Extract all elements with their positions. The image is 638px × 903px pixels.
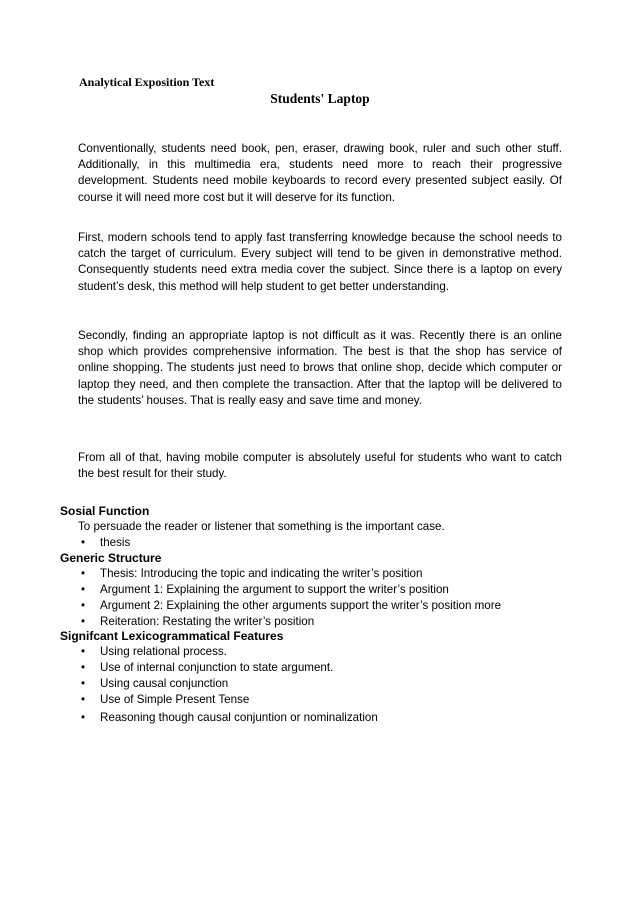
paragraph-reiteration: From all of that, having mobile computer is absolutely useful for students who want to catch the best result for their study. [78,451,562,481]
list-item: • Use of Simple Present Tense [78,692,378,708]
list-item: • thesis [78,535,130,551]
bullet-icon: • [81,583,86,597]
list-item: • Using relational process. [78,644,378,660]
paragraph-argument-1: First, modern schools tend to apply fast transferring knowledge because the school needs to catch the target of curriculum. Every subject will tend to be given in demonstrative method. Consequently students need extra media cover the subject. Since there is a laptop on every student’s desk, this method will help student to get better understanding. [78,231,562,293]
list-item: • Reasoning though causal conjuntion or nominalization [78,710,378,726]
list-item: • Thesis: Introducing the topic and indicating the writer’s position [78,566,501,582]
document-title: Students' Laptop [270,91,370,106]
list-item: • Using causal conjunction [78,676,378,692]
bullet-icon: • [81,615,86,629]
bullet-icon: • [81,677,86,691]
bullet-icon: • [81,645,86,658]
heading-lexicogrammatical-features: Signifcant Lexicogrammatical Features [60,629,284,643]
bullet-icon: • [81,567,86,580]
list-item: • Argument 1: Explaining the argument to support the writer’s position [78,582,501,598]
list-item: • Use of internal conjunction to state argument. [78,660,378,676]
list-item: • Reiteration: Restating the writer’s position [78,614,501,630]
paragraph-argument-2: Secondly, finding an appropriate laptop is not difficult as it was. Recently there is an online shop which provides comprehensive information. The best is that the shop has service of online shopping. The students just need to brows that online shop, decide which computer or laptop they need, and then complete the transaction. After that the laptop will be delivered to the students’ houses. That is really easy and save time and money. [78,329,562,407]
paragraph-thesis: Conventionally, students need book, pen, eraser, drawing book, ruler and such other stuff. Additionally, in this multimedia era, students need more to reach their progressive development. Students need mobile keyboards to record every presented subject easily. Of course it will need more cost but it will deserve for its function. [78,142,562,204]
heading-social-function: Sosial Function [60,504,150,518]
bullet-icon: • [81,599,86,613]
social-function-list [78,535,130,551]
social-function-text: To persuade the reader or listener that something is the important case. [78,520,445,533]
heading-generic-structure: Generic Structure [60,551,162,565]
list-item: • Argument 2: Explaining the other arguments support the writer’s position more [78,598,501,614]
text-type-label: Analytical Exposition Text [79,75,215,89]
bullet-icon: • [81,693,86,707]
bullet-icon: • [81,711,86,725]
generic-structure-list [78,566,501,630]
bullet-icon: • [81,536,86,549]
lexicogrammatical-list [78,644,378,726]
bullet-icon: • [81,661,86,675]
